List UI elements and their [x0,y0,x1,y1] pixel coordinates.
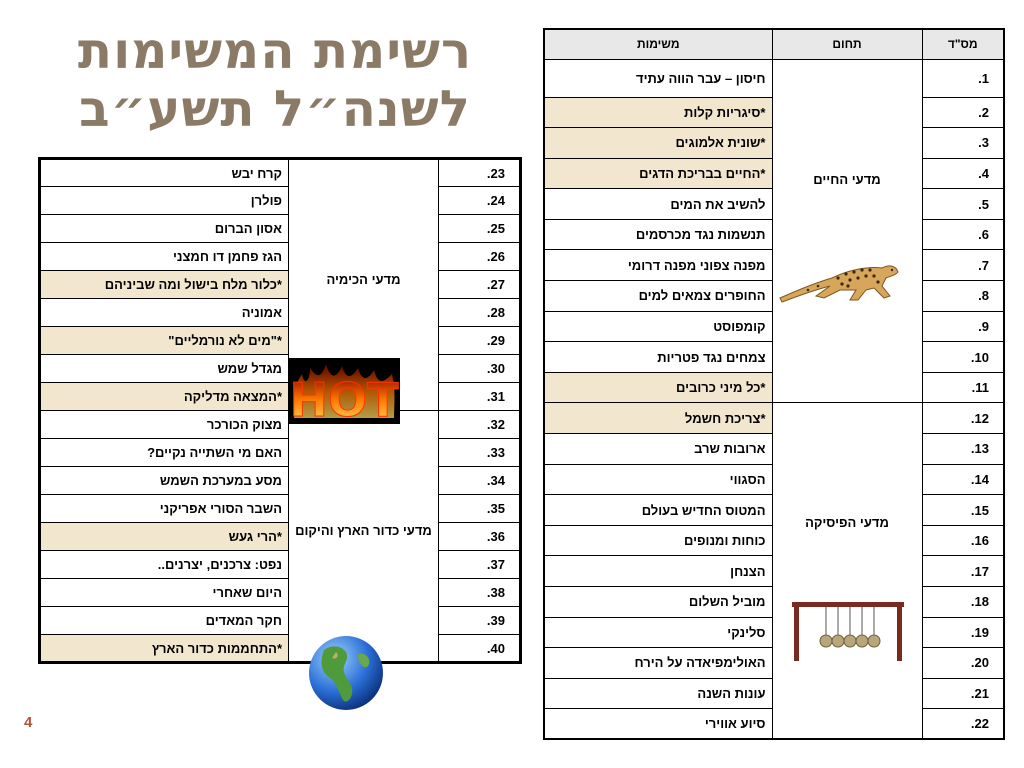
task-cell: חקר המאדים [40,607,289,635]
task-cell: *הרי געש [40,523,289,551]
row-num: 15. [922,495,1004,526]
row-num: 35. [439,495,521,523]
row-num: 13. [922,434,1004,465]
task-cell: *סיגריות קלות [544,97,772,128]
row-num: 22. [922,709,1004,740]
table-row [40,439,521,467]
task-cell: *החיים בבריכת הדגים [544,158,772,189]
row-num: 40. [439,635,521,663]
field-life-sciences [772,59,922,403]
task-cell: להשיב את המים [544,189,772,220]
task-cell: האם מי השתייה נקיים? [40,439,289,467]
table-row [40,299,521,327]
task-cell: קרח יבש [40,159,289,187]
field-label: מדעי החיים [813,171,881,187]
field-label: מדעי הכימיה [326,272,401,287]
table-row [40,271,521,299]
task-cell: מפנה צפוני מפנה דרומי [544,250,772,281]
row-num: 9. [922,311,1004,342]
tasks-table-right [543,28,1005,740]
row-num: 1. [922,59,1004,97]
row-num: 26. [439,243,521,271]
globe-image [306,634,386,712]
table-row [40,411,521,439]
task-cell: *כל מיני כרובים [544,372,772,403]
table-row [544,59,1004,97]
row-num: 37. [439,551,521,579]
row-num: 34. [439,467,521,495]
row-num: 8. [922,281,1004,312]
row-num: 16. [922,525,1004,556]
field-physics [772,403,922,740]
row-num: 6. [922,219,1004,250]
row-num: 20. [922,648,1004,679]
header-row [544,29,1004,59]
table-row [40,551,521,579]
hot-text: HOT [289,373,399,424]
table-row [40,467,521,495]
task-cell: מגדל שמש [40,355,289,383]
task-cell: קומפוסט [544,311,772,342]
row-num: 36. [439,523,521,551]
table-row [40,579,521,607]
table-row [40,187,521,215]
row-num: 19. [922,617,1004,648]
task-cell: חיסון – עבר הווה עתיד [544,59,772,97]
task-cell: *התחממות כדור הארץ [40,635,289,663]
row-num: 25. [439,215,521,243]
row-num: 39. [439,607,521,635]
table-row [40,523,521,551]
task-cell: תנשמות נגד מכרסמים [544,219,772,250]
table-row [40,383,521,411]
row-num: 33. [439,439,521,467]
title-line-1: רשימת המשימות [77,22,473,80]
task-cell: *"מים לא נורמליים" [40,327,289,355]
task-cell: עונות השנה [544,678,772,709]
task-cell: סיוע אווירי [544,709,772,740]
task-cell: פולרן [40,187,289,215]
row-num: 5. [922,189,1004,220]
row-num: 3. [922,128,1004,159]
task-cell: ארובות שרב [544,434,772,465]
task-cell: *כלור מלח בישול ומה שביניהם [40,271,289,299]
header-tasks: משימות [544,29,772,59]
newtons-cradle-image [790,600,906,662]
row-num: 7. [922,250,1004,281]
task-cell: *המצאה מדליקה [40,383,289,411]
table-row [40,243,521,271]
row-num: 23. [439,159,521,187]
task-cell: סלינקי [544,617,772,648]
row-num: 29. [439,327,521,355]
task-cell: האולימפיאדה על הירח [544,648,772,679]
row-num: 17. [922,556,1004,587]
table-row [40,159,521,187]
row-num: 4. [922,158,1004,189]
row-num: 31. [439,383,521,411]
task-cell: החופרים צמאים למים [544,281,772,312]
task-cell: המטוס החדיש בעולם [544,495,772,526]
header-field: תחום [772,29,922,59]
task-cell: אסון הברום [40,215,289,243]
task-cell: מוביל השלום [544,587,772,618]
title-line-2: לשנה״ל תשע״ב [79,80,471,138]
task-cell: הסגווי [544,464,772,495]
row-num: 32. [439,411,521,439]
row-num: 10. [922,342,1004,373]
hot-fire-image [288,358,400,424]
row-num: 12. [922,403,1004,434]
task-cell: מסע במערכת השמש [40,467,289,495]
task-cell: נפט: צרכנים, יצרנים.. [40,551,289,579]
table-row [40,495,521,523]
table-row [544,403,1004,434]
task-cell: כוחות ומנופים [544,525,772,556]
task-cell: היום שאחרי [40,579,289,607]
row-num: 28. [439,299,521,327]
row-num: 30. [439,355,521,383]
row-num: 14. [922,464,1004,495]
task-cell: צמחים נגד פטריות [544,342,772,373]
table-row [40,607,521,635]
slide-title [40,22,510,138]
field-label: מדעי כדור הארץ והיקום [295,523,432,538]
slide-number: 4 [24,714,33,731]
task-cell: הגז פחמן דו חמצני [40,243,289,271]
table-row [40,215,521,243]
task-cell: *צריכת חשמל [544,403,772,434]
row-num: 24. [439,187,521,215]
header-num: מס"ד [922,29,1004,59]
task-cell: הצנחן [544,556,772,587]
table-row [40,355,521,383]
table-row [40,327,521,355]
field-label: מדעי הפיסיקה [805,515,889,531]
task-cell: השבר הסורי אפריקני [40,495,289,523]
cheetah-image [778,256,902,308]
row-num: 21. [922,678,1004,709]
row-num: 2. [922,97,1004,128]
row-num: 18. [922,587,1004,618]
row-num: 27. [439,271,521,299]
tasks-table-left [38,157,522,664]
row-num: 38. [439,579,521,607]
table-row [40,635,521,663]
task-cell: מצוק הכורכר [40,411,289,439]
field-earth-sciences [289,411,439,663]
task-cell: אמוניה [40,299,289,327]
row-num: 11. [922,372,1004,403]
task-cell: *שונית אלמוגים [544,128,772,159]
